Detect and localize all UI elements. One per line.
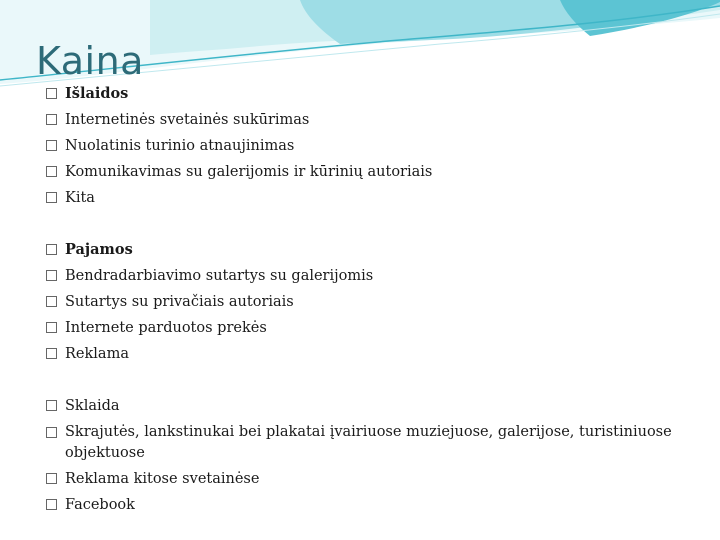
square-bullet-icon <box>46 270 57 281</box>
list-item-text: Kita <box>65 190 95 206</box>
list-item-text: Internetinės svetainės sukūrimas <box>65 112 310 128</box>
square-bullet-icon <box>46 499 57 510</box>
square-bullet-icon <box>46 322 57 333</box>
slide-content <box>46 81 686 518</box>
square-bullet-icon <box>46 192 57 203</box>
square-bullet-icon <box>46 140 57 151</box>
square-bullet-icon <box>46 244 57 255</box>
square-bullet-icon <box>46 114 57 125</box>
square-bullet-icon <box>46 400 57 411</box>
list-item <box>46 107 686 133</box>
list-item <box>46 341 686 367</box>
list-item-text: Sutartys su privačiais autoriais <box>65 294 294 310</box>
square-bullet-icon <box>46 88 57 99</box>
list-item <box>46 159 686 185</box>
square-bullet-icon <box>46 427 57 438</box>
list-item-text: Reklama <box>65 346 129 362</box>
list-item-text: Reklama kitose svetainėse <box>65 471 260 487</box>
square-bullet-icon <box>46 166 57 177</box>
section-heading-text: Išlaidos <box>65 85 129 102</box>
list-item <box>46 263 686 289</box>
list-item <box>46 289 686 315</box>
square-bullet-icon <box>46 348 57 359</box>
list-item <box>46 185 686 211</box>
list-item <box>46 133 686 159</box>
section-heading-pajamos <box>46 237 686 263</box>
section-heading-islaidos <box>46 81 686 107</box>
list-item <box>46 419 686 466</box>
list-item-text: Bendradarbiavimo sutartys su galerijomis <box>65 268 374 284</box>
section-heading-text: Pajamos <box>65 241 133 258</box>
section-heading-sklaida <box>46 393 686 419</box>
list-item-text: Facebook <box>65 497 135 513</box>
list-item <box>46 315 686 341</box>
section-spacer <box>46 367 686 393</box>
list-item-text: Skrajutės, lankstinukai bei plakatai įvairiuose muziejuose, galerijose, turistiniuose objektuose <box>65 424 672 461</box>
section-heading-text: Sklaida <box>65 398 120 414</box>
list-item-text: Komunikavimas su galerijomis ir kūrinių autoriais <box>65 164 433 180</box>
list-item <box>46 492 686 518</box>
list-item-text: Internete parduotos prekės <box>65 320 267 336</box>
square-bullet-icon <box>46 296 57 307</box>
slide-title: Kaina <box>36 39 144 83</box>
section-spacer <box>46 211 686 237</box>
list-item-text: Nuolatinis turinio atnaujinimas <box>65 138 295 154</box>
list-item <box>46 466 686 492</box>
square-bullet-icon <box>46 473 57 484</box>
